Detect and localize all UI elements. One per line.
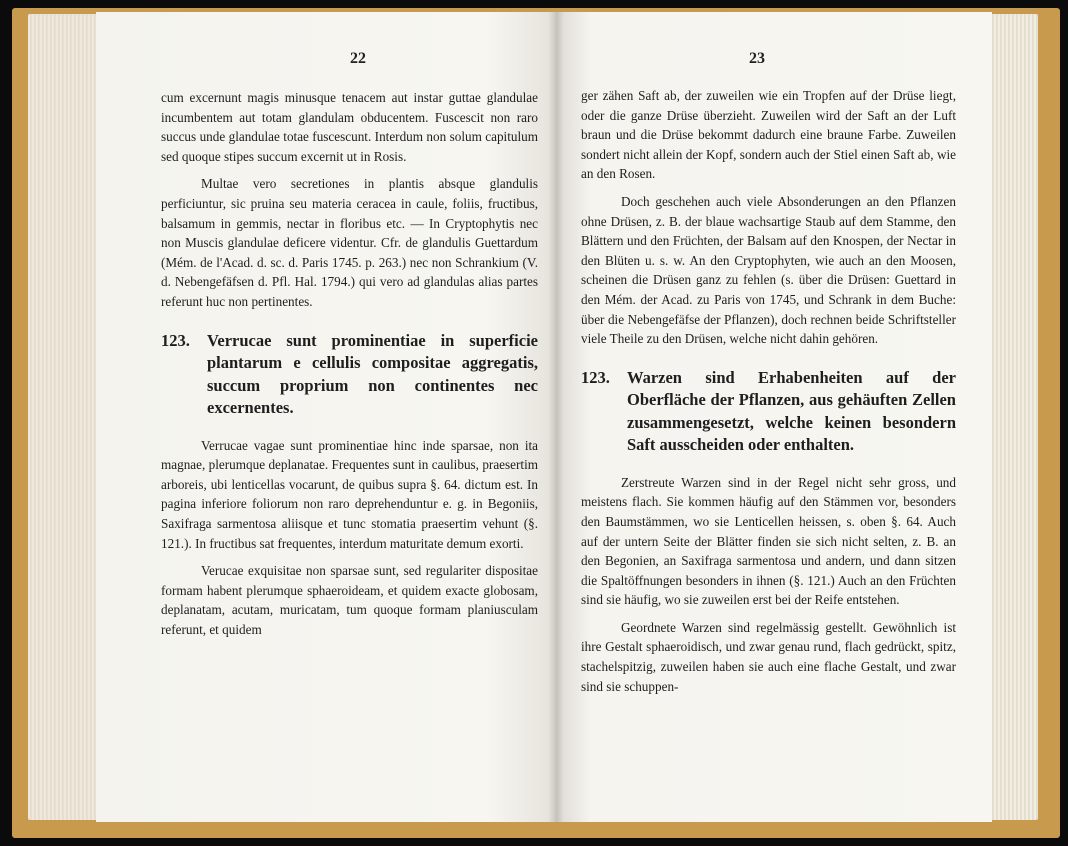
left-page-body bbox=[161, 88, 538, 639]
paragraph: Verucae exquisitae non sparsae sunt, sed regulariter dispositae formam habent plerumque sphaeroideam, et quidem exacte globosam, deplanatam, acutam, muricatam, tum quoque formam planiusculam referunt, et quidem bbox=[161, 563, 538, 637]
section-heading bbox=[161, 330, 538, 420]
page-number: 23 bbox=[749, 50, 765, 67]
page-number: 22 bbox=[350, 50, 366, 67]
paragraph: Verrucae vagae sunt prominentiae hinc inde sparsae, non ita magnae, plerumque deplanatae. Frequentes sunt in caulibus, praesertim arboreis, ubi lenticellas vocarunt, de quibus supra §. 64. dictum est. In pagina inferiore foliorum non raro deprehenduntur e. g. in Begoniis, Saxifraga sarmentosa aliisque et tunc stomatia praesertim vehunt (§. 121.). In fructibus sat frequentes, interdum maturitate demum exorti. bbox=[161, 437, 538, 551]
section-number: 123. bbox=[161, 330, 190, 350]
section-number: 123. bbox=[581, 367, 610, 387]
left-page-edges bbox=[28, 14, 98, 820]
paragraph: Zerstreute Warzen sind in der Regel nicht sehr gross, und meistens flach. Sie kommen häufig auf den Stämmen vor, besonders den Baumstämmen, wo sie Lenticellen heissen, s. oben §. 64. Auch auf der untern Seite der Blätter finden sie sich nicht selten, z. B. an den Begonien, an Saxifraga sarmentosa und andern, und dann sitzen die Spaltöffnungen besonders in ihnen (§. 121.) Auch an den Früchten sind sie häufig, wo sie zuweilen erst bei der Reife entstehen. bbox=[581, 474, 956, 608]
left-page bbox=[96, 12, 556, 822]
right-page-edges bbox=[990, 14, 1038, 820]
paragraph: Doch geschehen auch viele Absonderungen an den Pflanzen ohne Drüsen, z. B. der blaue wachsartige Staub auf dem Stamme, den Blättern und den Früchten, der Balsam auf den Knospen, der Nectar in den Blüten u. s. w. An den Cryptophyten, wie auch an den Moosen, scheinen die Drüsen ganz zu fehlen (s. über die Drüsen: Guettard in den Mém. der Acad. zu Paris von 1745, und Schrank in dem Buche: über die Nebengefäfse der Pflanzen), doch rechnen beide Schriftsteller viele Theile zu den Drüsen, welche nicht dahin gehören. bbox=[581, 193, 956, 347]
section-heading-text: Warzen sind Erhabenheiten auf der Oberfläche der Pflanzen, aus gehäuften Zellen zusammengesetzt, welche keinen besondern Saft ausscheiden oder enthalten. bbox=[627, 367, 956, 455]
right-page bbox=[556, 12, 992, 822]
right-page-body bbox=[581, 86, 956, 696]
paragraph: ger zähen Saft ab, der zuweilen wie ein Tropfen auf der Drüse liegt, oder die ganze Drüse überzieht. Zuweilen wird der Saft an der Luft braun und die Drüse bekommt dadurch eine braune Farbe. Zuweilen sondert nicht allein der Kopf, sondern auch der Stiel einen Saft ab, wie an den Rosen. bbox=[581, 88, 956, 182]
paragraph: Geordnete Warzen sind regelmässig gestellt. Gewöhnlich ist ihre Gestalt sphaeroidisch, und zwar genau rund, flach gedrückt, spitz, stachelspitzig, zuweilen haben sie auch eine flache Gestalt, und zwar sind sie schuppen- bbox=[581, 619, 956, 694]
section-heading-text: Verrucae sunt prominentiae in superficie plantarum e cellulis compositae aggregatis, succum proprium non continentes nec excernentes. bbox=[207, 330, 538, 418]
section-heading bbox=[581, 367, 956, 457]
paragraph: Multae vero secretiones in plantis absque glandulis perficiuntur, sic pruina seu materia ceracea in caule, foliis, fructibus, balsamum in gemmis, nectar in floribus etc. — In Cryptophytis nec non Muscis glandulae deficere videntur. Cfr. de glandulis Guettardum (Mém. de l'Acad. d. sc. d. Paris 1745. p. 263.) nec non Schrankium (V. d. Nebengefäfsen d. Pfl. Hal. 1794.) qui vero ad glandulas alias partes referunt huc non pertinentes. bbox=[161, 176, 538, 309]
book-gutter bbox=[548, 12, 564, 822]
paragraph: cum excernunt magis minusque tenacem aut instar guttae glandulae incumbentem aut totam glandulam obducentem. Fuscescit non raro succus unde glandulae totae fuscescunt. Interdum non solum capitulum sed quoque stipes succum excernit ut in Rosis. bbox=[161, 90, 538, 164]
